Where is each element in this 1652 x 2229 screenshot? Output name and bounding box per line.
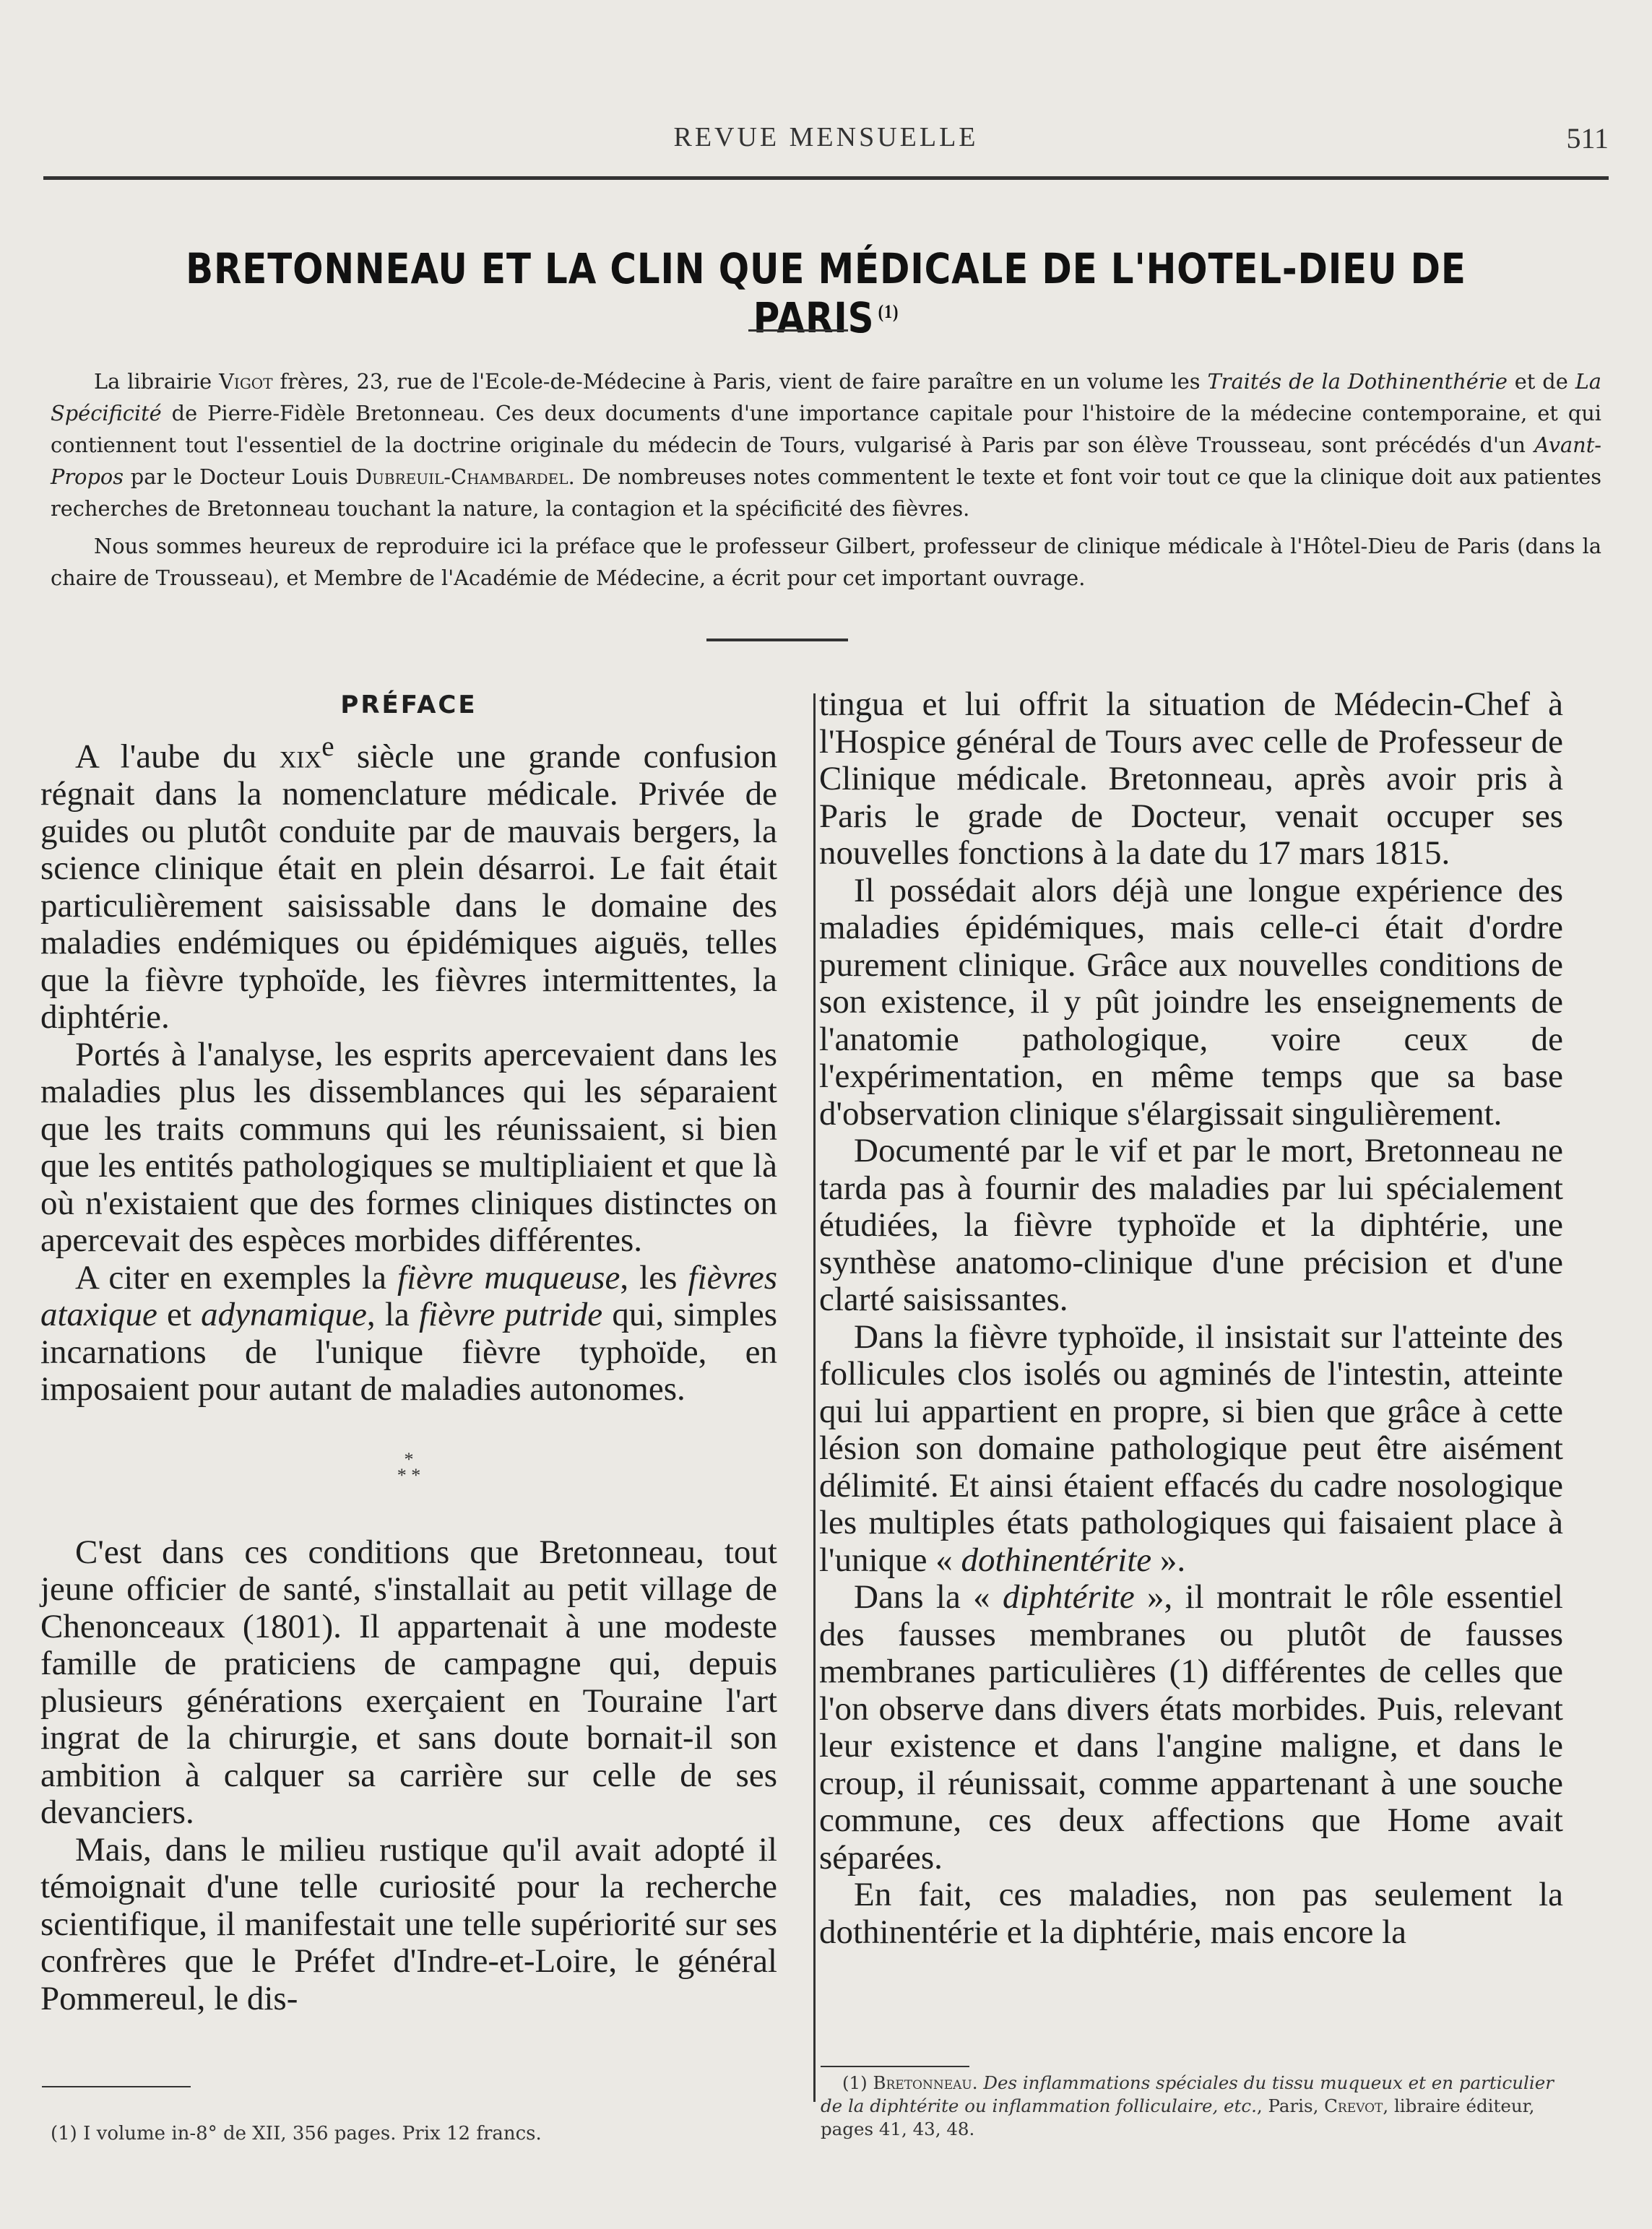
article-title <box>153 244 1500 342</box>
body-paragraph <box>819 1319 1563 1580</box>
text-run: La librairie <box>94 369 220 394</box>
text-run: Dans la « <box>854 1578 1003 1616</box>
section-rule <box>706 639 848 641</box>
body-paragraph: Il possédait alors déjà une longue expérience des maladies épidémiques, mais celle-ci était d'ordre purement clinique. Grâce aux nouvelles conditions de son existence, il y pût joindre les enseignements de l'anatomie pathologique, voire ceux de l'expérimentation, en même temps que sa base d'observation clinique s'élargissait singulièrement. <box>819 871 1563 1133</box>
text-run: qui, simples incarnations de l'unique fièvre typhoïde, en imposaient pour autant de maladies autonomes. <box>40 1296 777 1408</box>
footnote-rule <box>821 2066 969 2067</box>
footnote-number: (1) <box>842 2072 873 2093</box>
running-title: REVUE MENSUELLE <box>673 122 979 152</box>
text-run: . De nombreuses notes commentent le texte et font voir tout ce que la clinique doit aux patientes recherches de Bretonneau touchant la nature, la contagion et la spécificité des fièvres. <box>51 464 1601 521</box>
italic-term: fièvres ataxique <box>40 1258 778 1334</box>
text-run: siècle une grande confusion régnait dans la nomenclature médicale. Privée de guides ou plutôt conduite par de mauvais bergers, la science clinique était en plein désarroi. Le fait était particulièrement saisissable dans le domaine des maladies endémiques ou épidémiques aiguës, telles que la fièvre typhoïde, les fièvres intermittentes, la diphtérie. <box>40 737 777 1036</box>
running-header <box>43 121 1609 165</box>
text-run: , libraire éditeur, pages 41, 43, 48. <box>821 2095 1535 2139</box>
italic-term: adynamique <box>201 1296 367 1334</box>
footnote-publisher: Crevot <box>1324 2095 1383 2116</box>
asterism-bottom: * * <box>397 1464 421 1486</box>
body-paragraph <box>40 1260 777 1408</box>
text-run: de Pierre-Fidèle Bretonneau. Ces deux documents d'une importance capitale pour l'histoire de la médecine contemporaine, et qui contiennent tout l'essentiel de la doctrine originale du médecin de Tours, vulgarisé à Paris par son élève Trousseau, sont précédés d'un <box>51 401 1601 457</box>
century-numeral: xix <box>279 737 322 776</box>
author-name: Dubreuil-Chambardel <box>355 464 568 489</box>
article-title-block <box>43 244 1609 342</box>
italic-term: fièvre muqueuse <box>397 1258 620 1297</box>
body-paragraph: C'est dans ces conditions que Bretonneau, tout jeune officier de santé, s'installait au petit village de Chenonceaux (1801). Il appartenait à une modeste famille de praticiens de campagne qui, depuis plusieurs générations exerçaient en Touraine l'art ingrat de la chirurgie, et sans doute bornait-il son ambition à calquer sa carrière sur celle de ses devanciers. <box>40 1533 777 1832</box>
footnote-rule <box>42 2086 191 2087</box>
text-run: et de <box>1507 369 1575 394</box>
italic-term: diphtérite <box>1002 1578 1135 1616</box>
text-run: , Paris, <box>1256 2095 1325 2116</box>
body-paragraph <box>40 728 777 1036</box>
work-title: Traités de la Dothinenthérie <box>1207 369 1508 394</box>
superscript: e <box>321 731 334 762</box>
footnote-left: (1) I volume in-8° de XII, 356 pages. Prix 12 francs. <box>51 2123 542 2144</box>
page-number: 511 <box>1566 122 1609 155</box>
text-run: , la <box>366 1296 419 1334</box>
text-run: frères, 23, rue de l'Ecole-de-Médecine à Paris, vient de faire paraître en un volume les <box>272 369 1208 394</box>
body-paragraph: Documenté par le vif et par le mort, Bretonneau ne tarda pas à fournir des maladies par lui spécialement étudiées, la fièvre typhoïde et la diphtérie, une synthèse anatomo-clinique d'une précision et d'une clarté saisissantes. <box>819 1132 1563 1318</box>
publisher-note <box>51 365 1601 594</box>
column-divider <box>813 693 816 2102</box>
article-title-text: BRETONNEAU ET LA CLIN QUE MÉDICALE DE L'HOTEL-DIEU DE PARIS <box>186 244 1466 342</box>
preface-left-column <box>40 685 777 2017</box>
text-run: A l'aube du <box>75 737 280 776</box>
footnote-author: Bretonneau <box>873 2072 972 2093</box>
work-title: Avant-Propos <box>51 433 1601 489</box>
text-run: », il montrait le rôle essentiel des fausses membranes ou plutôt de fausses membranes particulières (1) différentes de celles que l'on observe dans divers états morbides. Puis, relevant leur existence et dans l'angine maligne, et dans le croup, il réunissait, comme appartenant à une souche commune, ces deux affections que Home avait séparées. <box>819 1578 1563 1877</box>
asterism-separator <box>40 1448 777 1486</box>
body-paragraph: En fait, ces maladies, non pas seulement la dothinentérie et la diphtérie, mais encore la <box>819 1876 1563 1951</box>
text-run: par le Docteur Louis <box>124 464 355 489</box>
preface-heading: PRÉFACE <box>340 691 477 719</box>
header-rule <box>43 176 1609 180</box>
text-run: et <box>157 1296 202 1334</box>
title-footnote-mark: (1) <box>878 300 899 322</box>
italic-term: fièvre putride <box>418 1296 603 1334</box>
preface-right-column <box>819 686 1563 1951</box>
body-paragraph <box>819 1579 1563 1877</box>
body-paragraph: Mais, dans le milieu rustique qu'il avait adopté il témoignait d'une telle curiosité pour la recherche scientifique, il manifestait une telle supériorité sur ses confrères que le Préfet d'Indre-et-Loire, le général Pommereul, le dis- <box>40 1830 777 2017</box>
body-paragraph: tingua et lui offrit la situation de Médecin-Chef à l'Hospice général de Tours avec celle de Professeur de Clinique médicale. Bretonneau, après avoir pris à Paris le grade de Docteur, venait occuper ses nouvelles fonctions à la date du 17 mars 1815. <box>819 685 1563 872</box>
title-rule <box>748 329 848 332</box>
asterism-top: * <box>404 1448 414 1470</box>
text-run: A citer en exemples la <box>75 1258 398 1297</box>
text-run: ». <box>1151 1541 1186 1579</box>
body-paragraph: Portés à l'analyse, les esprits apercevaient dans les maladies plus les dissemblances qui les séparaient que les traits communs qui les réunissaient, si bien que les entités pathologiques se multipliaient et que là où n'existaient que des formes cliniques distinctes on apercevait des espèces morbides différentes. <box>40 1035 777 1260</box>
work-title: La Spécificité <box>51 369 1601 425</box>
footnote-work-title: Des inflammations spéciales du tissu muqueux et en particulier de la diphtérite ou inflammation folliculaire, etc. <box>821 2072 1554 2116</box>
publisher-note-paragraph: Nous sommes heureux de reproduire ici la préface que le professeur Gilbert, professeur de clinique médicale à l'Hôtel-Dieu de Paris (dans la chaire de Trousseau), et Membre de l'Académie de Médecine, a écrit pour cet important ouvrage. <box>51 534 1601 590</box>
text-run: , les <box>620 1258 688 1297</box>
publisher-name: Vigot <box>219 369 273 394</box>
publisher-note-paragraph <box>51 365 1601 524</box>
text-run: Dans la fièvre typhoïde, il insistait sur l'atteinte des follicules clos isolés ou agminés de l'intestin, atteinte qui lui appartient en propre, si bien que grâce à cette lésion son domaine pathologique peut être aisément délimité. Et ainsi étaient effacés du cadre nosologique les multiples états pathologiques qui faisaient place à l'unique « <box>819 1317 1563 1579</box>
text-run: . <box>972 2072 984 2093</box>
italic-term: dothinentérite <box>961 1541 1152 1579</box>
footnote-right <box>821 2072 1562 2141</box>
